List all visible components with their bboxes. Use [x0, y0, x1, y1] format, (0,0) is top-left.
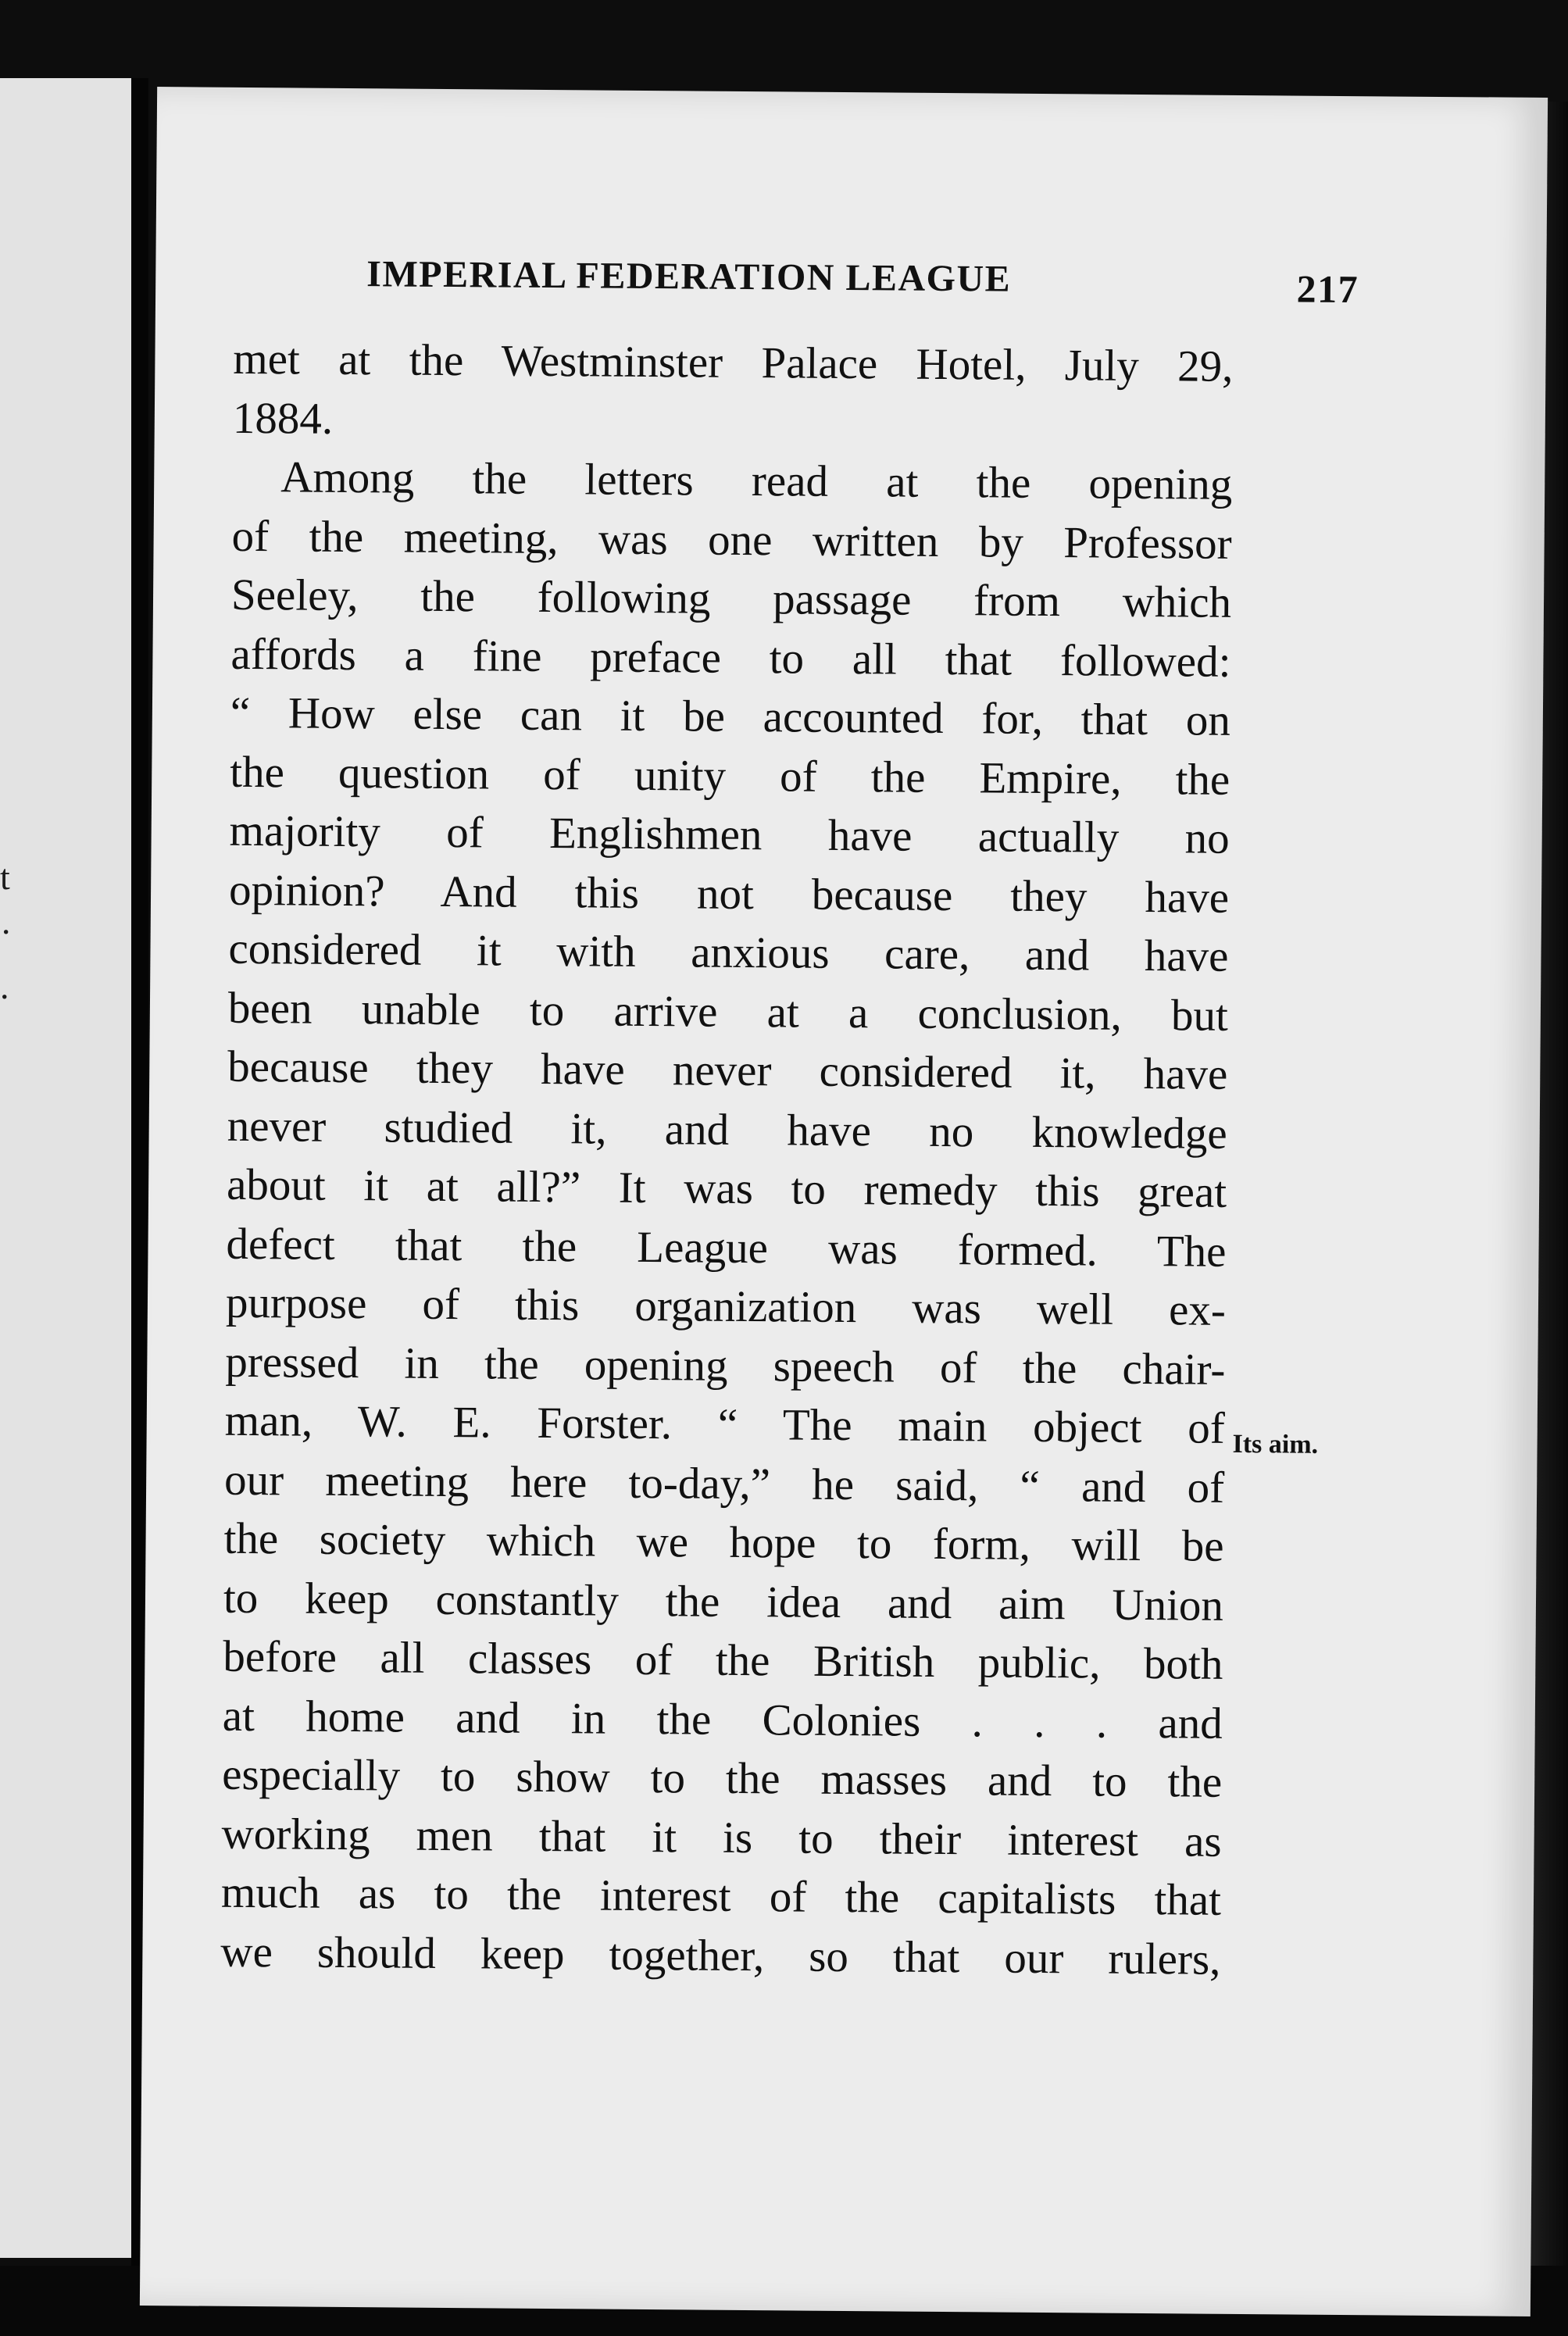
text-line: because they have never considered it, have — [227, 1041, 1228, 1099]
text-line: much as to the interest of the capitalists that — [220, 1867, 1222, 1925]
text-line: our meeting here to-day,” he said, “ and of — [223, 1455, 1225, 1513]
text-line: especially to show to the masses and to the — [221, 1749, 1223, 1807]
margin-note: Its aim. — [1232, 1429, 1319, 1459]
text-line: before all classes of the British public, both — [223, 1631, 1223, 1689]
text-line: of the meeting, was one written by Professor — [231, 511, 1232, 569]
text-line: 1884. — [232, 393, 334, 444]
text-line: the society which we hope to form, will be — [223, 1513, 1224, 1571]
running-header — [366, 252, 1359, 312]
text-line: to keep constantly the idea and aim Union — [223, 1573, 1224, 1631]
text-line: purpose of this organization was well ex- — [225, 1277, 1227, 1335]
text-line: Seeley, the following passage from which — [230, 570, 1232, 627]
text-line: met at the Westminster Palace Hotel, July 29, — [233, 334, 1234, 391]
body-text — [220, 330, 1234, 1989]
text-line: considered it with anxious care, and have — [228, 923, 1229, 981]
text-line: we should keep together, so that our rulers, — [220, 1927, 1221, 1984]
text-line: pressed in the opening speech of the chair- — [225, 1337, 1226, 1395]
left-page-fragment: · — [0, 912, 13, 952]
text-line: the question of unity of the Empire, the — [230, 747, 1230, 805]
text-line: been unable to arrive at a conclusion, but — [227, 983, 1229, 1041]
left-page-edge — [0, 78, 134, 2258]
text-line: affords a fine preface to all that followed: — [230, 629, 1231, 687]
book-page — [140, 87, 1548, 2316]
text-line: working men that it is to their interest as — [221, 1809, 1222, 1866]
text-line: Among the letters read at the opening — [280, 452, 1233, 509]
running-title: IMPERIAL FEDERATION LEAGUE — [366, 253, 1012, 300]
text-line: at home and in the Colonies . . . and — [222, 1691, 1223, 1748]
text-line: majority of Englishmen have actually no — [229, 805, 1230, 863]
text-line: about it at all?” It was to remedy this great — [226, 1159, 1227, 1217]
page-number: 217 — [1296, 266, 1359, 312]
text-line: defect that the League was formed. The — [226, 1219, 1227, 1277]
text-line: opinion? And this not because they have — [228, 865, 1230, 923]
left-page-fragment: . — [0, 966, 9, 1006]
left-page-fragment: t — [0, 857, 10, 897]
text-line: man, W. E. Forster. “ The main object of — [224, 1395, 1225, 1453]
text-line: never studied it, and have no knowledge — [227, 1101, 1227, 1159]
text-line: “ How else can it be accounted for, that on — [230, 688, 1231, 745]
